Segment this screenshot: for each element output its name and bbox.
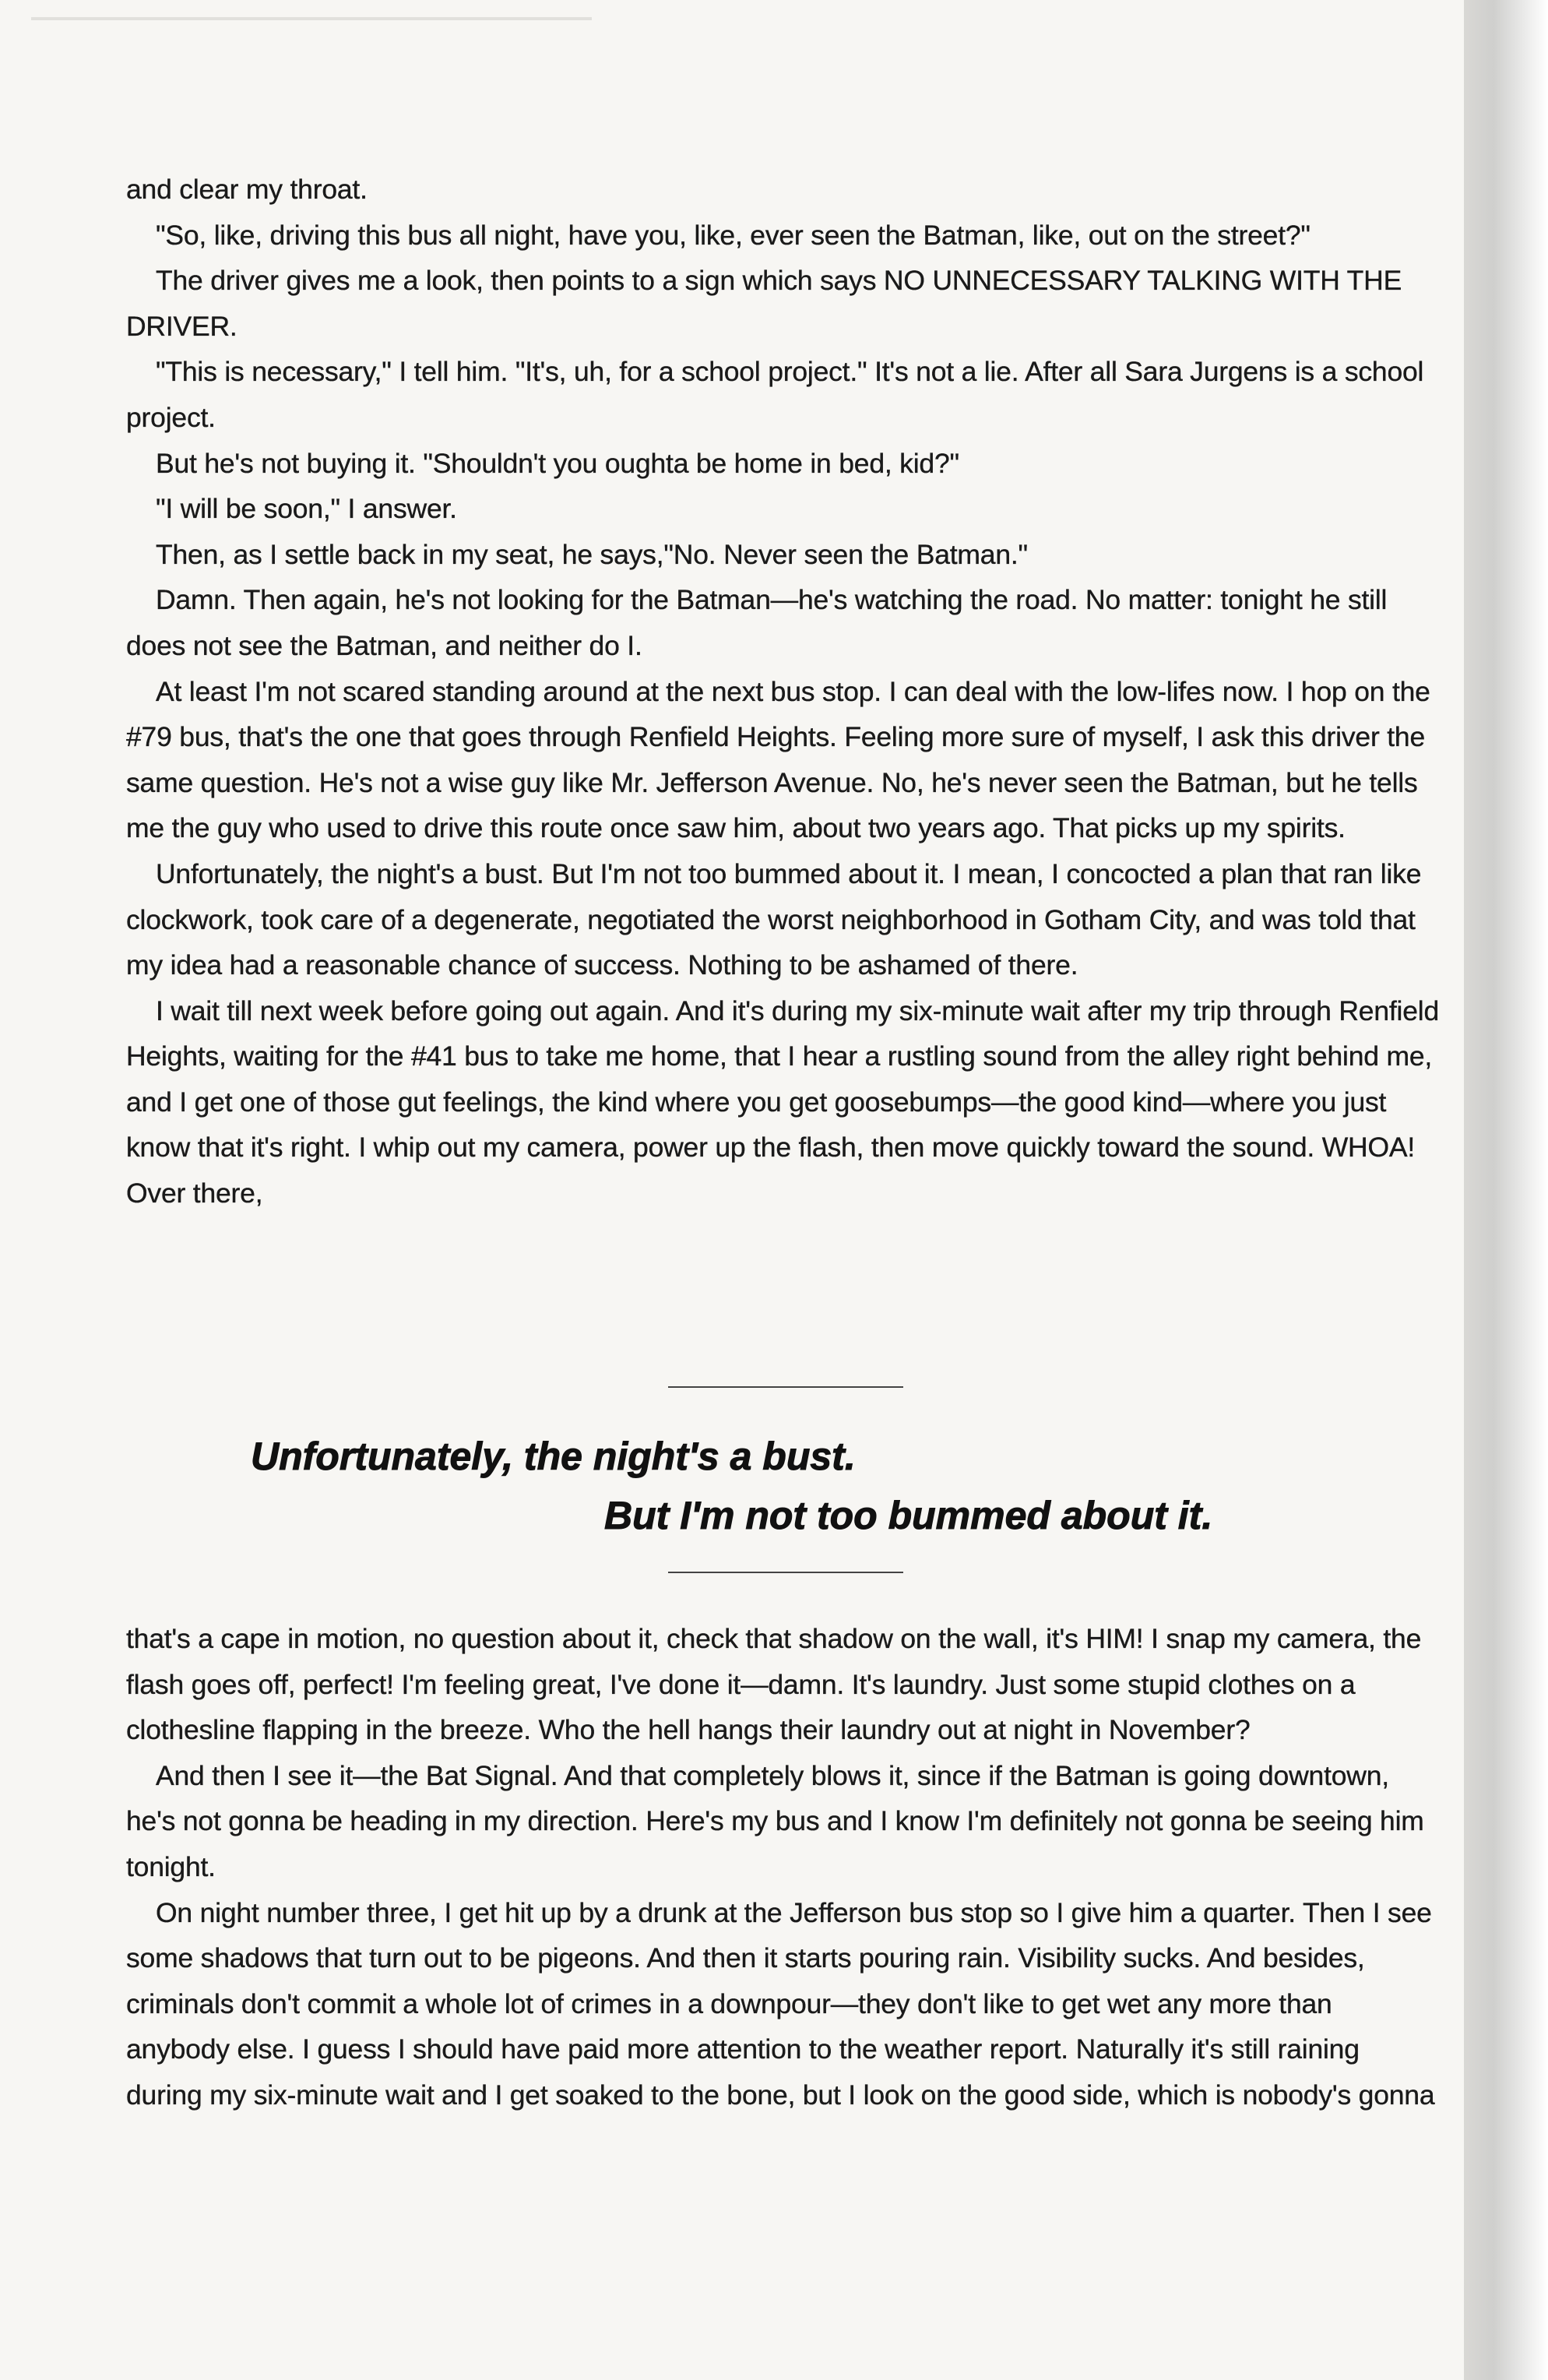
body-text-lower (126, 1616, 1442, 2118)
paragraph: "So, like, driving this bus all night, have you, like, ever seen the Batman, like, out on the street?" (156, 219, 1311, 251)
paragraph: At least I'm not scared standing around at the next bus stop. I can deal with the low-lifes now. I hop on the #79 bus, that's the one that goes through Renfield Heights. Feeling more sure of myself, I ask this driver the same question. He's not a wise guy like Mr. Jefferson Avenue. No, he's never seen the Batman, but he tells me the guy who used to drive this route once saw him, about two years ago. That picks up my spirits. (126, 675, 1430, 844)
paragraph: "I will be soon," I answer. (156, 493, 457, 525)
paragraph: On night number three, I get hit up by a drunk at the Jefferson bus stop so I give him a quarter. Then I see some shadows that turn out to be pigeons. And then it starts pouring rain. Visibility sucks. And besides, criminals don't commit a whole lot of crimes in a downpour—they don't like to get wet any more than anybody else. I guess I should have paid more attention to the weather report. Naturally it's still raining during my six-minute wait and I get soaked to the bone, but I look on the good side, which is nobody's gonna (126, 1896, 1435, 2111)
paragraph: that's a cape in motion, no question about it, check that shadow on the wall, it's HIM! I snap my camera, the flash goes off, perfect! I'm feeling great, I've done it—damn. It's laundry. Just some stupid clothes on a clothesline flapping in the breeze. Who the hell hangs their laundry out at night in November? (126, 1623, 1422, 1746)
paragraph: Unfortunately, the night's a bust. But I'm not too bummed about it. I mean, I concocted a plan that ran like clockwork, took care of a degenerate, negotiated the worst neighborhood in Gotham City, and was told that my idea had a reasonable chance of success. Nothing to be ashamed of there. (126, 857, 1422, 981)
paragraph: and clear my throat. (126, 174, 368, 205)
scan-binding-shadow (1464, 0, 1548, 2380)
paragraph: "This is necessary," I tell him. "It's, uh, for a school project." It's not a lie. After all Sara Jurgens is a school project. (126, 356, 1424, 433)
paragraph: And then I see it—the Bat Signal. And that completely blows it, since if the Batman is going downtown, he's not gonna be heading in my direction. Here's my bus and I know I'm definitely not gonna be seeing him tonight. (126, 1759, 1424, 1882)
paragraph: Then, as I settle back in my seat, he says,"No. Never seen the Batman." (156, 538, 1028, 570)
page-edge-rule (31, 17, 592, 20)
paragraph: But he's not buying it. "Shouldn't you oughta be home in bed, kid?" (156, 447, 959, 479)
paragraph: I wait till next week before going out again. And it's during my six-minute wait after my trip through Renfield Heights, waiting for the #41 bus to take me home, that I hear a rustling sound from the alley right behind me, and I get one of those gut feelings, the kind where you get goosebumps—the good kind—where you just know that it's right. I whip out my camera, power up the flash, then move quickly toward the sound. WHOA! Over there, (126, 995, 1439, 1209)
paragraph: Damn. Then again, he's not looking for the Batman—he's watching the road. No matter: tonight he still does not see the Batman, and neither do I. (126, 584, 1388, 661)
pull-quote-rule-bottom (668, 1572, 903, 1573)
pull-quote-line-2: But I'm not too bummed about it. (604, 1494, 1213, 1537)
pull-quote-line-1: Unfortunately, the night's a bust. (251, 1435, 856, 1478)
body-text-upper (126, 167, 1442, 1216)
paragraph: The driver gives me a look, then points to a sign which says NO UNNECESSARY TALKING WITH THE DRIVER. (126, 265, 1402, 342)
pull-quote (0, 1386, 1464, 1581)
pull-quote-rule-top (668, 1386, 903, 1388)
